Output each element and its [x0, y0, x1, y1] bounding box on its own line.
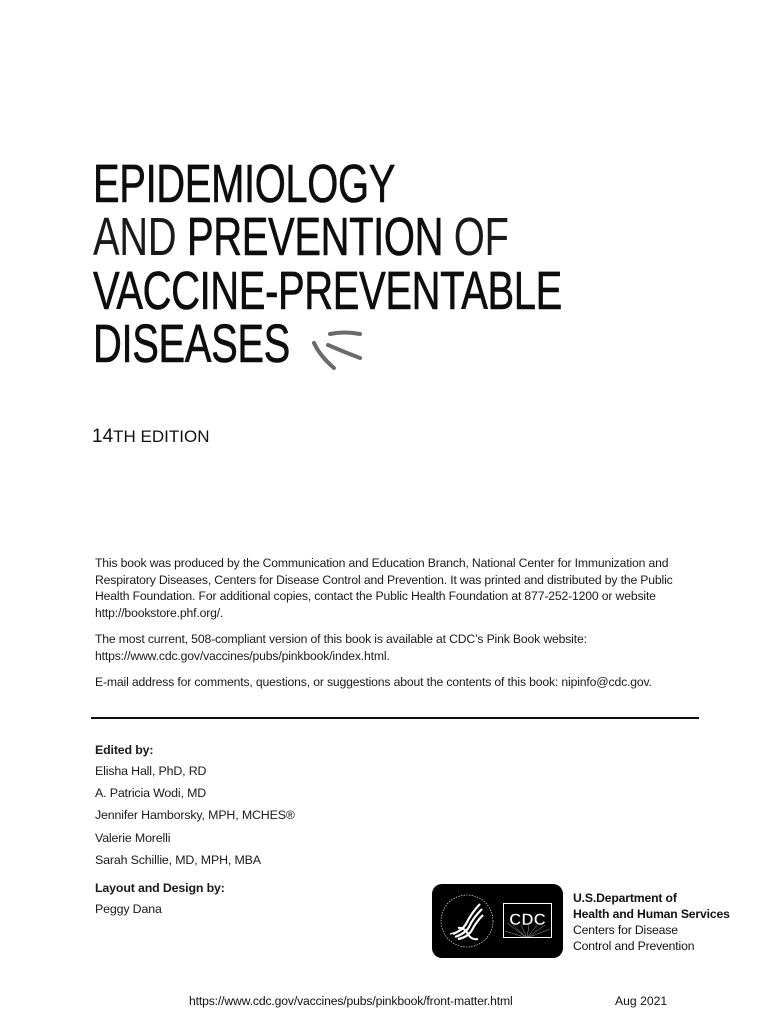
edition-number: 14	[92, 426, 114, 447]
title-line-1	[93, 154, 396, 214]
agency-line-2: Health and Human Services	[573, 907, 730, 921]
agency-line-4: Control and Prevention	[573, 939, 695, 953]
editor-name: Jennifer Hamborsky, MPH, MCHES®	[95, 808, 295, 823]
title-line-3	[93, 261, 562, 321]
designer-name: Peggy Dana	[95, 902, 162, 917]
editor-name: Elisha Hall, PhD, RD	[95, 764, 207, 778]
edited-by-heading: Edited by:	[95, 743, 154, 757]
footer-url: https://www.cdc.gov/vaccines/pubs/pinkbook/front-matter.html	[189, 994, 513, 1008]
intro-paragraph-production: This book was produced by the Communication and Education Branch, National Center for Immunization and Respiratory Diseases, Centers for Disease Control and Prevention. It was printed and distributed by the Public Health Foundation. For additional copies, contact the Public Health Foundation at 877-252-1200 or website http://bookstore.phf.org/.	[95, 556, 673, 620]
layout-design-heading: Layout and Design by:	[95, 881, 225, 896]
edition-text: TH EDITION	[113, 427, 210, 446]
intro-text	[95, 555, 705, 701]
footer-date: Aug 2021	[615, 994, 668, 1008]
editor-name: Valerie Morelli	[95, 830, 171, 845]
title-of: OF	[443, 207, 509, 267]
title-epidemiology: EPIDEMIOLOGY	[93, 154, 396, 214]
title-diseases: DISEASES	[93, 314, 290, 374]
title-prevention: PREVENTION	[186, 207, 444, 267]
title-vaccine-preventable: VACCINE-PREVENTABLE	[93, 261, 562, 321]
cdc-logo-icon	[503, 903, 552, 938]
agency-line-3: Centers for Disease	[573, 923, 678, 937]
editor-name: Sarah Schillie, MD, MPH, MBA	[95, 852, 261, 867]
horizontal-divider	[91, 717, 699, 719]
hhs-seal-icon	[436, 890, 498, 952]
title-line-2	[93, 207, 509, 267]
swoosh-lines-icon	[310, 328, 366, 376]
hhs-cdc-logo	[432, 884, 563, 958]
title-and: AND	[93, 207, 187, 267]
credits-block	[95, 740, 295, 920]
intro-paragraph-website: The most current, 508-compliant version of this book is available at CDC’s Pink Book website: https://www.cdc.gov/vaccines/pubs/pinkbook/index.html.	[95, 632, 587, 663]
editor-name: A. Patricia Wodi, MD	[95, 786, 207, 801]
title-line-4	[93, 314, 290, 374]
svg-text:CDC: CDC	[509, 910, 546, 929]
agency-name	[573, 890, 730, 954]
intro-paragraph-email: E-mail address for comments, questions, or suggestions about the contents of this book: nipinfo@cdc.gov.	[95, 675, 652, 689]
edition-label	[92, 427, 209, 447]
agency-line-1: U.S.Department of	[573, 891, 677, 905]
